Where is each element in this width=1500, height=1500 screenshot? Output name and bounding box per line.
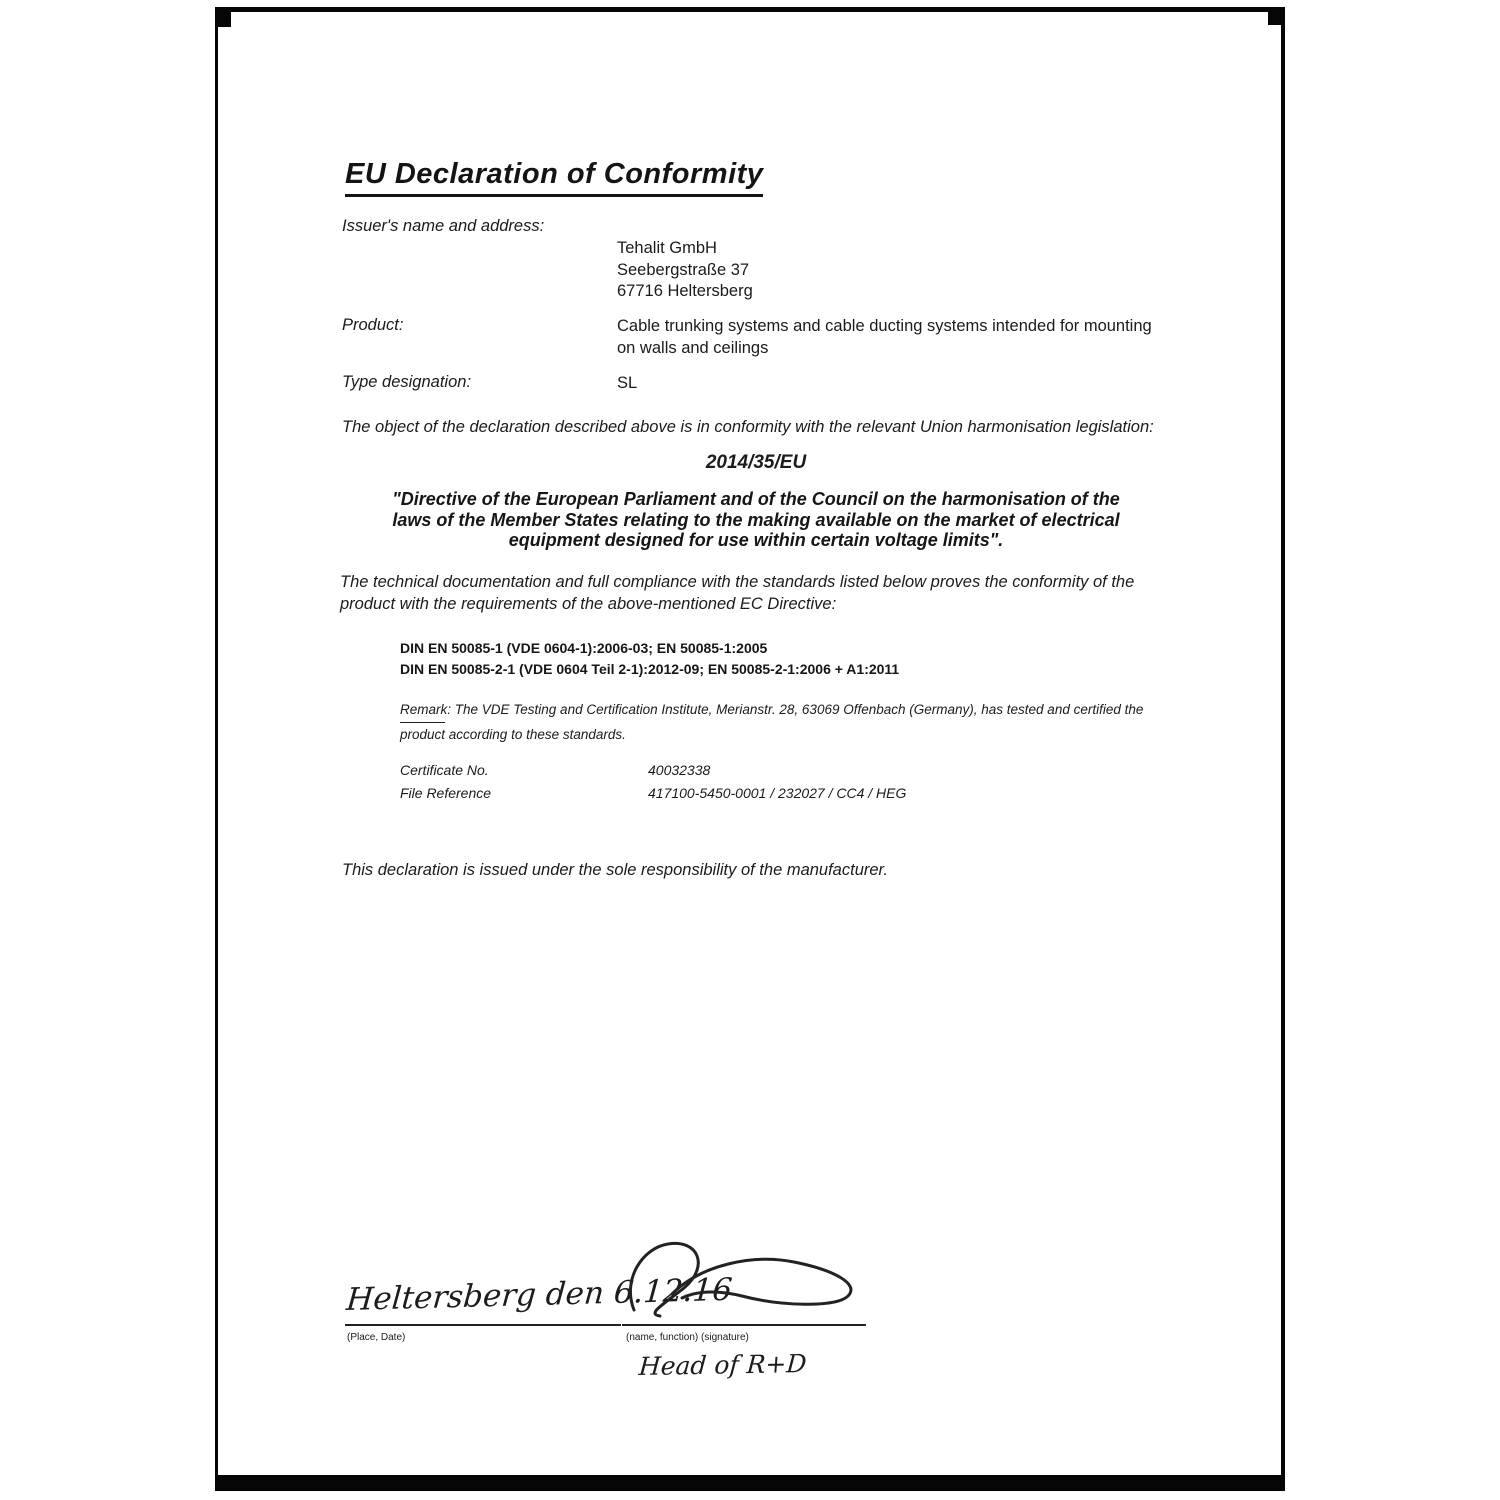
directive-quote xyxy=(342,489,1170,551)
signature-scribble-svg xyxy=(612,1232,872,1328)
place-date-underline xyxy=(345,1324,621,1326)
remark-overlined-word: product xyxy=(400,722,445,747)
product-value xyxy=(617,316,1177,359)
directive-number: 2014/35/EU xyxy=(705,452,807,473)
technical-doc-paragraph xyxy=(340,572,1185,615)
type-designation-label: Type designation: xyxy=(342,373,472,391)
product-label: Product: xyxy=(342,316,404,334)
technical-doc-line-1: The technical documentation and full compliance with the standards listed below proves the conformity of the xyxy=(340,573,1135,591)
standards-list xyxy=(400,638,899,680)
document-title: EU Declaration of Conformity xyxy=(345,158,763,197)
standard-line-2: DIN EN 50085-2-1 (VDE 0604 Teil 2-1):2012-09; EN 50085-2-1:2006 + A1:2011 xyxy=(400,661,900,677)
place-date-caption: (Place, Date) xyxy=(347,1332,406,1343)
product-line-2: on walls and ceilings xyxy=(617,338,769,357)
issuer-address-block xyxy=(617,238,753,303)
certificate-value: 40032338 xyxy=(648,762,711,778)
directive-quote-line-3: equipment designed for use within certain voltage limits". xyxy=(508,530,1004,550)
handwritten-function: Head of R+D xyxy=(638,1349,808,1381)
responsibility-statement: This declaration is issued under the sole responsibility of the manufacturer. xyxy=(342,861,889,879)
scan-corner-mark-top-left xyxy=(215,7,231,27)
type-designation-value: SL xyxy=(617,374,638,392)
issuer-label: Issuer's name and address: xyxy=(342,217,545,235)
remark-paragraph xyxy=(400,698,1160,747)
issuer-name: Tehalit GmbH xyxy=(617,239,717,257)
issuer-street: Seebergstraße 37 xyxy=(617,260,750,279)
technical-doc-line-2: product with the requirements of the above-mentioned EC Directive: xyxy=(340,594,837,613)
handwritten-place-date: Heltersberg den 6.12.16 xyxy=(345,1271,734,1318)
remark-line-2 xyxy=(400,722,1160,747)
product-line-1: Cable trunking systems and cable ducting systems intended for mounting xyxy=(617,317,1152,335)
file-reference-label: File Reference xyxy=(400,785,492,801)
signature-scribble xyxy=(612,1232,872,1328)
remark-line-2-rest: according to these standards. xyxy=(445,727,626,742)
signature-underline xyxy=(622,1324,866,1326)
file-reference-value: 417100-5450-0001 / 232027 / CC4 / HEG xyxy=(648,785,907,801)
remark-line-1: Remark: The VDE Testing and Certification Institute, Merianstr. 28, 63069 Offenbach (Germany), has tested and certified the xyxy=(400,702,1144,717)
certificate-label: Certificate No. xyxy=(400,762,489,778)
conformity-statement: The object of the declaration described above is in conformity with the relevant Union harmonisation legislation: xyxy=(342,418,1154,436)
scan-corner-mark-top-right xyxy=(1268,7,1285,25)
directive-quote-line-1: "Directive of the European Parliament and of the Council on the harmonisation of the xyxy=(392,489,1120,509)
directive-quote-line-2: laws of the Member States relating to the making available on the market of electrical xyxy=(392,509,1120,530)
issuer-city: 67716 Heltersberg xyxy=(617,282,753,300)
name-function-caption: (name, function) (signature) xyxy=(626,1332,749,1343)
standard-line-1: DIN EN 50085-1 (VDE 0604-1):2006-03; EN 50085-1:2005 xyxy=(400,640,768,656)
